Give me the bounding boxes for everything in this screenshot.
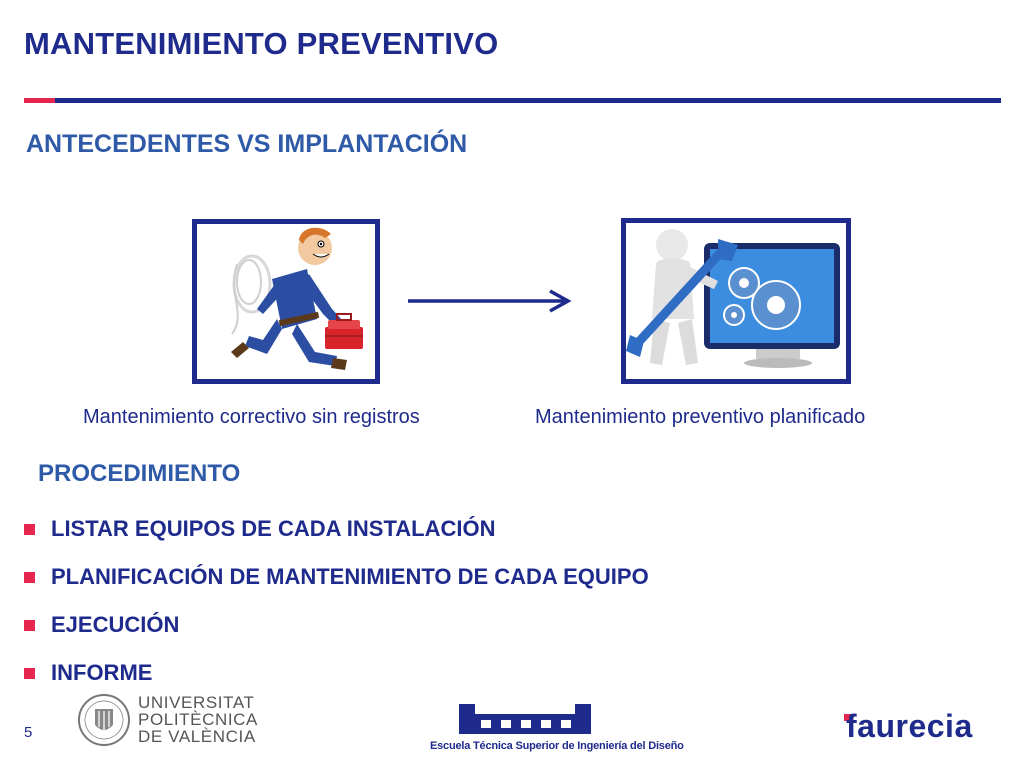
list-item <box>24 601 649 649</box>
procedure-steps-list <box>24 505 649 697</box>
step-label: PLANIFICACIÓN DE MANTENIMIENTO DE CADA EQUIPO <box>51 564 649 589</box>
step-label: EJECUCIÓN <box>51 612 180 637</box>
university-line: POLITÈCNICA <box>138 710 258 729</box>
square-bullet-icon <box>24 572 35 583</box>
arrow-right-icon <box>408 288 572 314</box>
square-bullet-icon <box>24 620 35 631</box>
university-line: DE VALÈNCIA <box>138 727 256 746</box>
title-rule <box>55 98 1001 103</box>
company-logo: faurecia <box>846 708 973 744</box>
university-name <box>138 694 258 745</box>
preventive-caption: Mantenimiento preventivo planificado <box>535 406 866 428</box>
section-subtitle: ANTECEDENTES VS IMPLANTACIÓN <box>26 130 468 158</box>
corrective-maintenance-image <box>192 219 380 384</box>
page-number: 5 <box>24 724 33 741</box>
step-label: INFORME <box>51 660 153 685</box>
university-line: UNIVERSITAT <box>138 693 255 712</box>
list-item <box>24 553 649 601</box>
list-item <box>24 649 649 697</box>
list-item <box>24 505 649 553</box>
wrench-monitor-illustration <box>626 223 846 379</box>
preventive-maintenance-image <box>621 218 851 384</box>
university-seal-icon <box>77 693 131 747</box>
school-logo-icon <box>459 704 591 734</box>
square-bullet-icon <box>24 668 35 679</box>
square-bullet-icon <box>24 524 35 535</box>
corrective-caption: Mantenimiento correctivo sin registros <box>83 406 420 428</box>
school-name: Escuela Técnica Superior de Ingeniería del Diseño <box>430 740 684 752</box>
slide-title: MANTENIMIENTO PREVENTIVO <box>24 26 499 61</box>
step-label: LISTAR EQUIPOS DE CADA INSTALACIÓN <box>51 516 496 541</box>
title-rule-accent <box>24 98 55 103</box>
repairman-illustration <box>197 224 375 379</box>
procedure-heading: PROCEDIMIENTO <box>38 460 241 487</box>
